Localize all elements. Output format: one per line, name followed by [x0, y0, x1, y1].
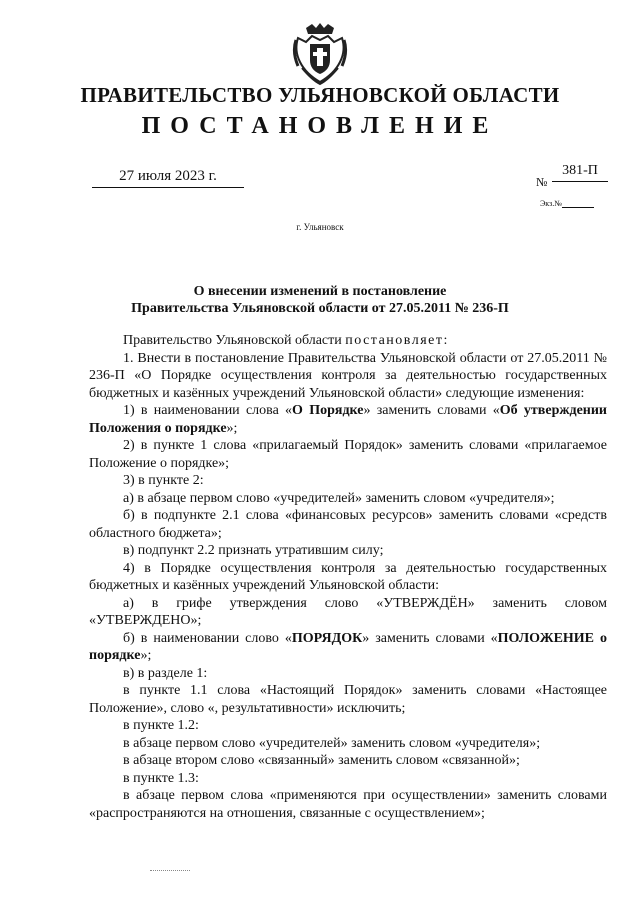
copy-number-line — [562, 207, 594, 208]
document-body — [89, 332, 607, 822]
paragraph-9: а) в грифе утверждения слово «УТВЕРЖДЁН» заменить словом «УТВЕРЖДЕНО»; — [89, 595, 607, 628]
decree-date-field — [92, 168, 244, 188]
paragraph-6: б) в подпункте 2.1 слова «финансовых ресурсов» заменить словами «средств областного бюджета»; — [89, 508, 607, 541]
city-name: г. Ульяновск — [296, 222, 344, 232]
paragraph-8: 4) в Порядке осуществления контроля за деятельностью государственных бюджетных и казённых учреждений Ульяновской области: — [89, 560, 607, 593]
document-type: ПОСТАНОВЛЕНИЕ — [141, 113, 499, 139]
decree-number: 381-П — [552, 163, 608, 182]
coat-of-arms-emblem-icon — [292, 22, 348, 86]
decree-date: 27 июля 2023 г. — [119, 168, 217, 184]
decree-number-field — [536, 163, 608, 189]
paragraph-4: 3) в пункте 2: — [123, 473, 204, 488]
number-sign: № — [536, 175, 548, 189]
paragraph-17: в абзаце первом слова «применяются при осуществлении» заменить словами «распространяются на отношения, связанные с осуществлением»; — [89, 788, 607, 821]
government-name: ПРАВИТЕЛЬСТВО УЛЬЯНОВСКОЙ ОБЛАСТИ — [80, 83, 560, 107]
paragraph-12: в пункте 1.1 слова «Настоящий Порядок» заменить словами «Настоящее Положение», слово «, результативности» исключить; — [89, 683, 607, 716]
intro-paragraph — [89, 332, 607, 350]
document-title — [0, 283, 640, 317]
paragraph-5: а) в абзаце первом слово «учредителей» заменить словом «учредителя»; — [123, 490, 555, 506]
paragraph-16: в пункте 1.3: — [123, 770, 199, 786]
text-run: б) в наименовании слово « — [123, 630, 292, 646]
copy-number-label: Экз.№ — [540, 199, 562, 208]
paragraph-7: в) подпункт 2.2 признать утратившим силу; — [123, 543, 384, 558]
text-run: »; — [226, 420, 238, 436]
paragraph-15: в абзаце втором слово «связанный» заменить словом «связанной»; — [123, 753, 520, 768]
bold-run: ПОРЯДОК — [291, 630, 363, 646]
title-line-2: Правительства Ульяновской области от 27.05.2011 № 236-П — [131, 301, 509, 316]
bold-run: ПОЛОЖЕНИЕ о порядке — [89, 630, 607, 663]
date-underline — [92, 187, 244, 188]
paragraph-1: 1. Внести в постановление Правительства Ульяновской области от 27.05.2011 № 236-П «О Порядке осуществления контроля за деятельностью государственных бюджетных и казённых учреждений Ульяновской области» следующие изменения: — [89, 350, 607, 401]
text-run: »; — [140, 648, 152, 663]
paragraph-11: в) в разделе 1: — [123, 665, 208, 681]
paragraph-3: 2) в пункте 1 слова «прилагаемый Порядок» заменить словами «прилагаемое Положение о порядке»; — [89, 438, 607, 471]
text-run: » заменить словами « — [363, 403, 500, 418]
bold-run: О Порядке — [292, 403, 364, 418]
copy-number-field — [540, 199, 594, 208]
paragraph-2 — [89, 402, 607, 437]
paragraph-14: в абзаце первом слово «учредителей» заменить словом «учредителя»; — [123, 735, 541, 751]
text-run: » заменить словами « — [362, 630, 498, 646]
paragraph-13: в пункте 1.2: — [123, 718, 199, 733]
intro-verb: постановляет: — [345, 333, 449, 348]
paragraph-10 — [89, 630, 607, 665]
bold-run: Об утверждении Положения о порядке — [89, 403, 608, 436]
title-line-1: О внесении изменений в постановление — [193, 284, 447, 299]
footer-divider — [150, 870, 190, 871]
intro-lead: Правительство Ульяновской области — [123, 333, 346, 348]
text-run: 1) в наименовании слова « — [123, 403, 293, 418]
